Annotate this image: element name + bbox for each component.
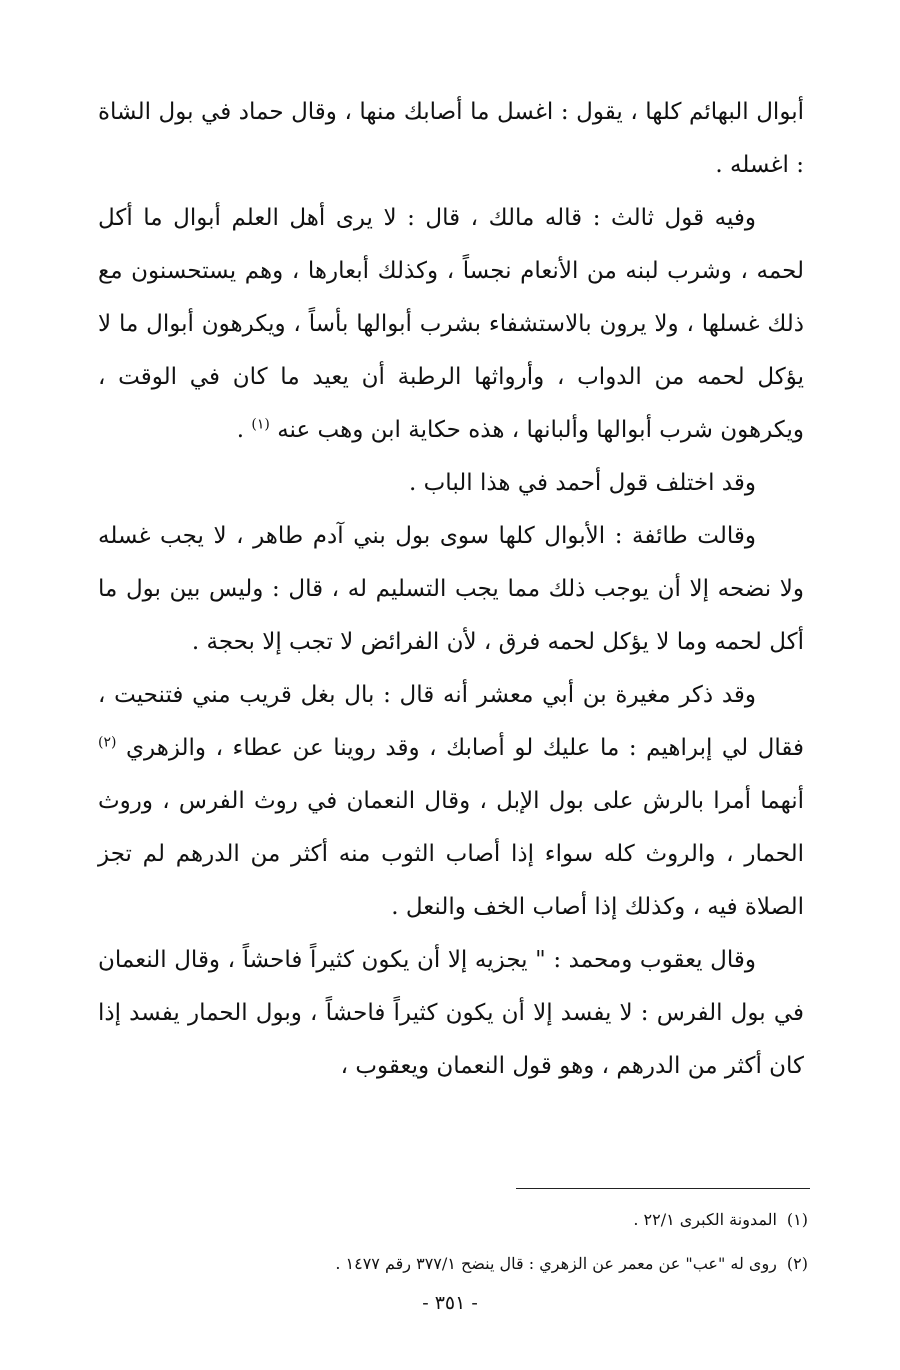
footnote-1-text: المدونة الكبرى ٢٢/١ . <box>633 1210 777 1229</box>
footnote-ref-1: (١) <box>251 416 270 433</box>
paragraph-6 <box>98 934 804 1093</box>
paragraph-5 <box>98 669 804 934</box>
paragraph-3 <box>98 457 804 510</box>
paragraph-5-text: وقد ذكر مغيرة بن أبي معشر أنه قال : بال بغل قريب مني فتنحيت ، فقال لي إبراهيم : ما عليك لو أصابك ، وقد روينا عن عطاء ، والزهري <box>98 682 804 761</box>
footnote-1 <box>98 1198 808 1242</box>
footnote-1-number: (١) <box>786 1210 808 1229</box>
page-number: - ٣٥١ - <box>422 1292 478 1314</box>
paragraph-4 <box>98 510 804 669</box>
footnote-divider <box>516 1188 810 1189</box>
footnote-2-text: روى له "عب" عن معمر عن الزهري : قال ينضح ٣٧٧/١ رقم ١٤٧٧ . <box>335 1254 777 1273</box>
footnote-ref-2: (٢) <box>98 734 117 751</box>
main-text <box>98 86 804 1093</box>
footnote-2 <box>98 1242 808 1286</box>
paragraph-6-text: وقال يعقوب ومحمد : " يجزيه إلا أن يكون كثيراً فاحشاً ، وقال النعمان في بول الفرس : لا يفسد إلا أن يكون كثيراً فاحشاً ، وبول الحمار يفسد إذا كان أكثر من الدرهم ، وهو قول النعمان ويعقوب ، <box>98 947 804 1079</box>
footnote-2-number: (٢) <box>786 1254 808 1273</box>
footnotes <box>98 1198 808 1286</box>
paragraph-2-text: وفيه قول ثالث : قاله مالك ، قال : لا يرى أهل العلم أبوال ما أكل لحمه ، وشرب لبنه من الأنعام نجساً ، وكذلك أبعارها ، وهم يستحسنون مع ذلك غسلها ، ولا يرون بالاستشفاء بشرب أبوالها بأساً ، ويكرهون أبوال ما لا يؤكل لحمه من الدواب ، وأرواثها الرطبة أن يعيد ما كان في الوقت ، ويكرهون شرب أبوالها وألبانها ، هذه حكاية ابن وهب عنه <box>98 205 804 443</box>
paragraph-2 <box>98 192 804 457</box>
paragraph-3-text: وقد اختلف قول أحمد في هذا الباب . <box>409 470 756 496</box>
paragraph-5-tail: أنهما أمرا بالرش على بول الإبل ، وقال النعمان في روث الفرس ، وروث الحمار ، والروث كله سواء إذا أصاب الثوب منه أكثر من الدرهم لم تجز الصلاة فيه ، وكذلك إذا أصاب الخف والنعل . <box>98 788 804 920</box>
paragraph-4-text: وقالت طائفة : الأبوال كلها سوى بول بني آدم طاهر ، لا يجب غسله ولا نضحه إلا أن يوجب ذلك مما يجب التسليم له ، قال : وليس بين بول ما أكل لحمه وما لا يؤكل لحمه فرق ، لأن الفرائض لا تجب إلا بحجة . <box>98 523 804 655</box>
paragraph-1 <box>98 86 804 192</box>
paragraph-1-text: أبوال البهائم كلها ، يقول : اغسل ما أصابك منها ، وقال حماد في بول الشاة : اغسله . <box>98 99 804 178</box>
paragraph-2-tail: . <box>236 417 252 443</box>
